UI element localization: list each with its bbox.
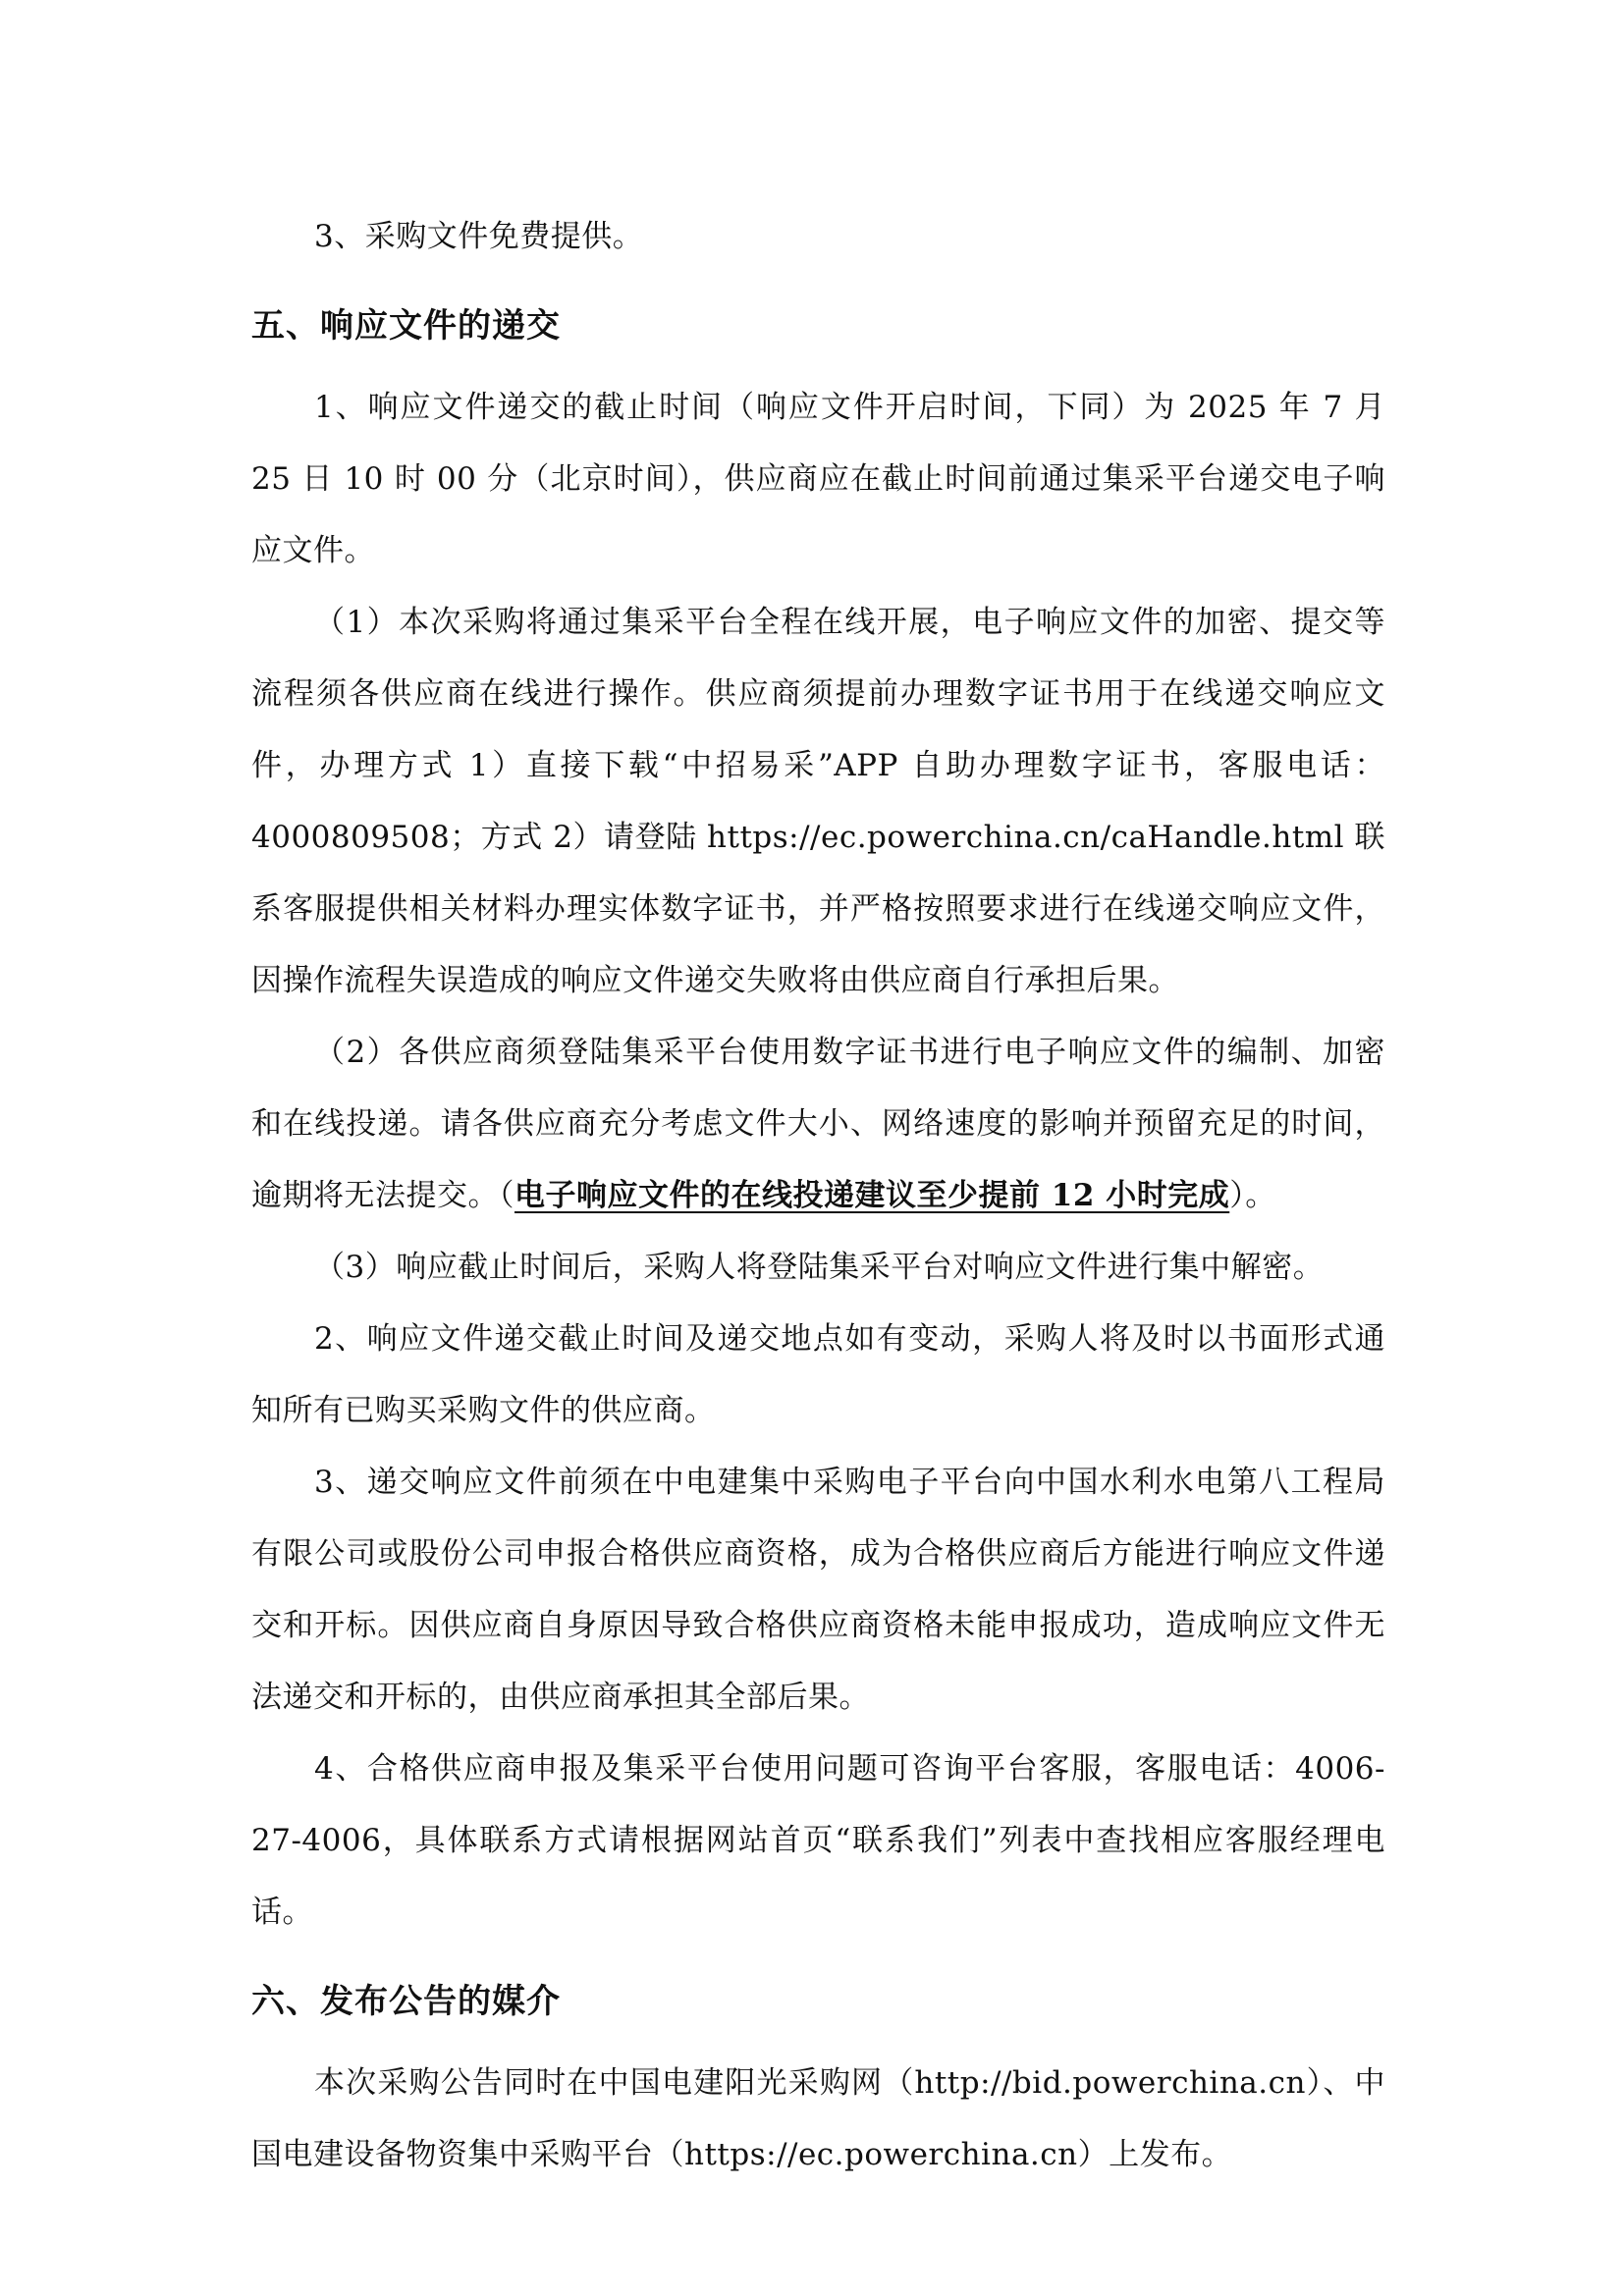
- spacer: [251, 362, 1385, 372]
- section-heading-media: 六、发布公告的媒介: [251, 1982, 561, 2021]
- paragraph-encryption-end: ）。: [1229, 1178, 1276, 1213]
- paragraph-publication-media: 本次采购公告同时在中国电建阳光采购网（http://bid.powerchina.cn）、中国电建设备物资集中采购平台（https://ec.powerchina.cn）上发布。: [251, 2065, 1385, 2172]
- page-content: [251, 201, 1385, 2191]
- paragraph-procurement-docs-free: 3、采购文件免费提供。: [314, 219, 644, 254]
- section-heading-submission: 五、响应文件的递交: [251, 306, 561, 346]
- paragraph-supplier-qualification: 3、递交响应文件前须在中电建集中采购电子平台向中国水利水电第八工程局有限公司或股份公司申报合格供应商资格，成为合格供应商后方能进行响应文件递交和开标。因供应商自身原因导致合格供应商资格未能申报成功，造成响应文件无法递交和开标的，由供应商承担其全部后果。: [251, 1465, 1385, 1715]
- paragraph-online-process: （1）本次采购将通过集采平台全程在线开展，电子响应文件的加密、提交等流程须各供应商在线进行操作。供应商须提前办理数字证书用于在线递交响应文件，办理方式 1）直接下载“中招易采”APP 自助办理数字证书，客服电话：4000809508；方式 2）请登陆 https://ec.powerchina.cn/caHandle.html 联系客服提供相关材料办理实体数字证书，并严格按照要求进行在线递交响应文件，因操作流程失误造成的响应文件递交失败将由供应商自行承担后果。: [251, 605, 1385, 998]
- paragraph-customer-service: 4、合格供应商申报及集采平台使用问题可咨询平台客服，客服电话：4006-27-4006，具体联系方式请根据网站首页“联系我们”列表中查找相应客服经理电话。: [251, 1751, 1385, 1930]
- paragraph-deadline: 1、响应文件递交的截止时间（响应文件开启时间，下同）为 2025 年 7 月 25 日 10 时 00 分（北京时间），供应商应在截止时间前通过集采平台递交电子响应文件。: [251, 390, 1385, 568]
- emphasis-submission-advice: 电子响应文件的在线投递建议至少提前 12 小时完成: [514, 1178, 1230, 1213]
- paragraph-deadline-change: 2、响应文件递交截止时间及递交地点如有变动，采购人将及时以书面形式通知所有已购买采购文件的供应商。: [251, 1321, 1385, 1428]
- spacer: [251, 1949, 1385, 1966]
- paragraph-encryption-text: （2）各供应商须登陆集采平台使用数字证书进行电子响应文件的编制、加密和在线投递。请各供应商充分考虑文件大小、网络速度的影响并预留充足的时间，逾期将无法提交。（: [251, 1035, 1385, 1213]
- paragraph-decryption: （3）响应截止时间后，采购人将登陆集采平台对响应文件进行集中解密。: [314, 1250, 1325, 1285]
- spacer: [251, 273, 1385, 291]
- paragraph-encryption: [251, 1017, 1385, 1232]
- spacer: [251, 2038, 1385, 2048]
